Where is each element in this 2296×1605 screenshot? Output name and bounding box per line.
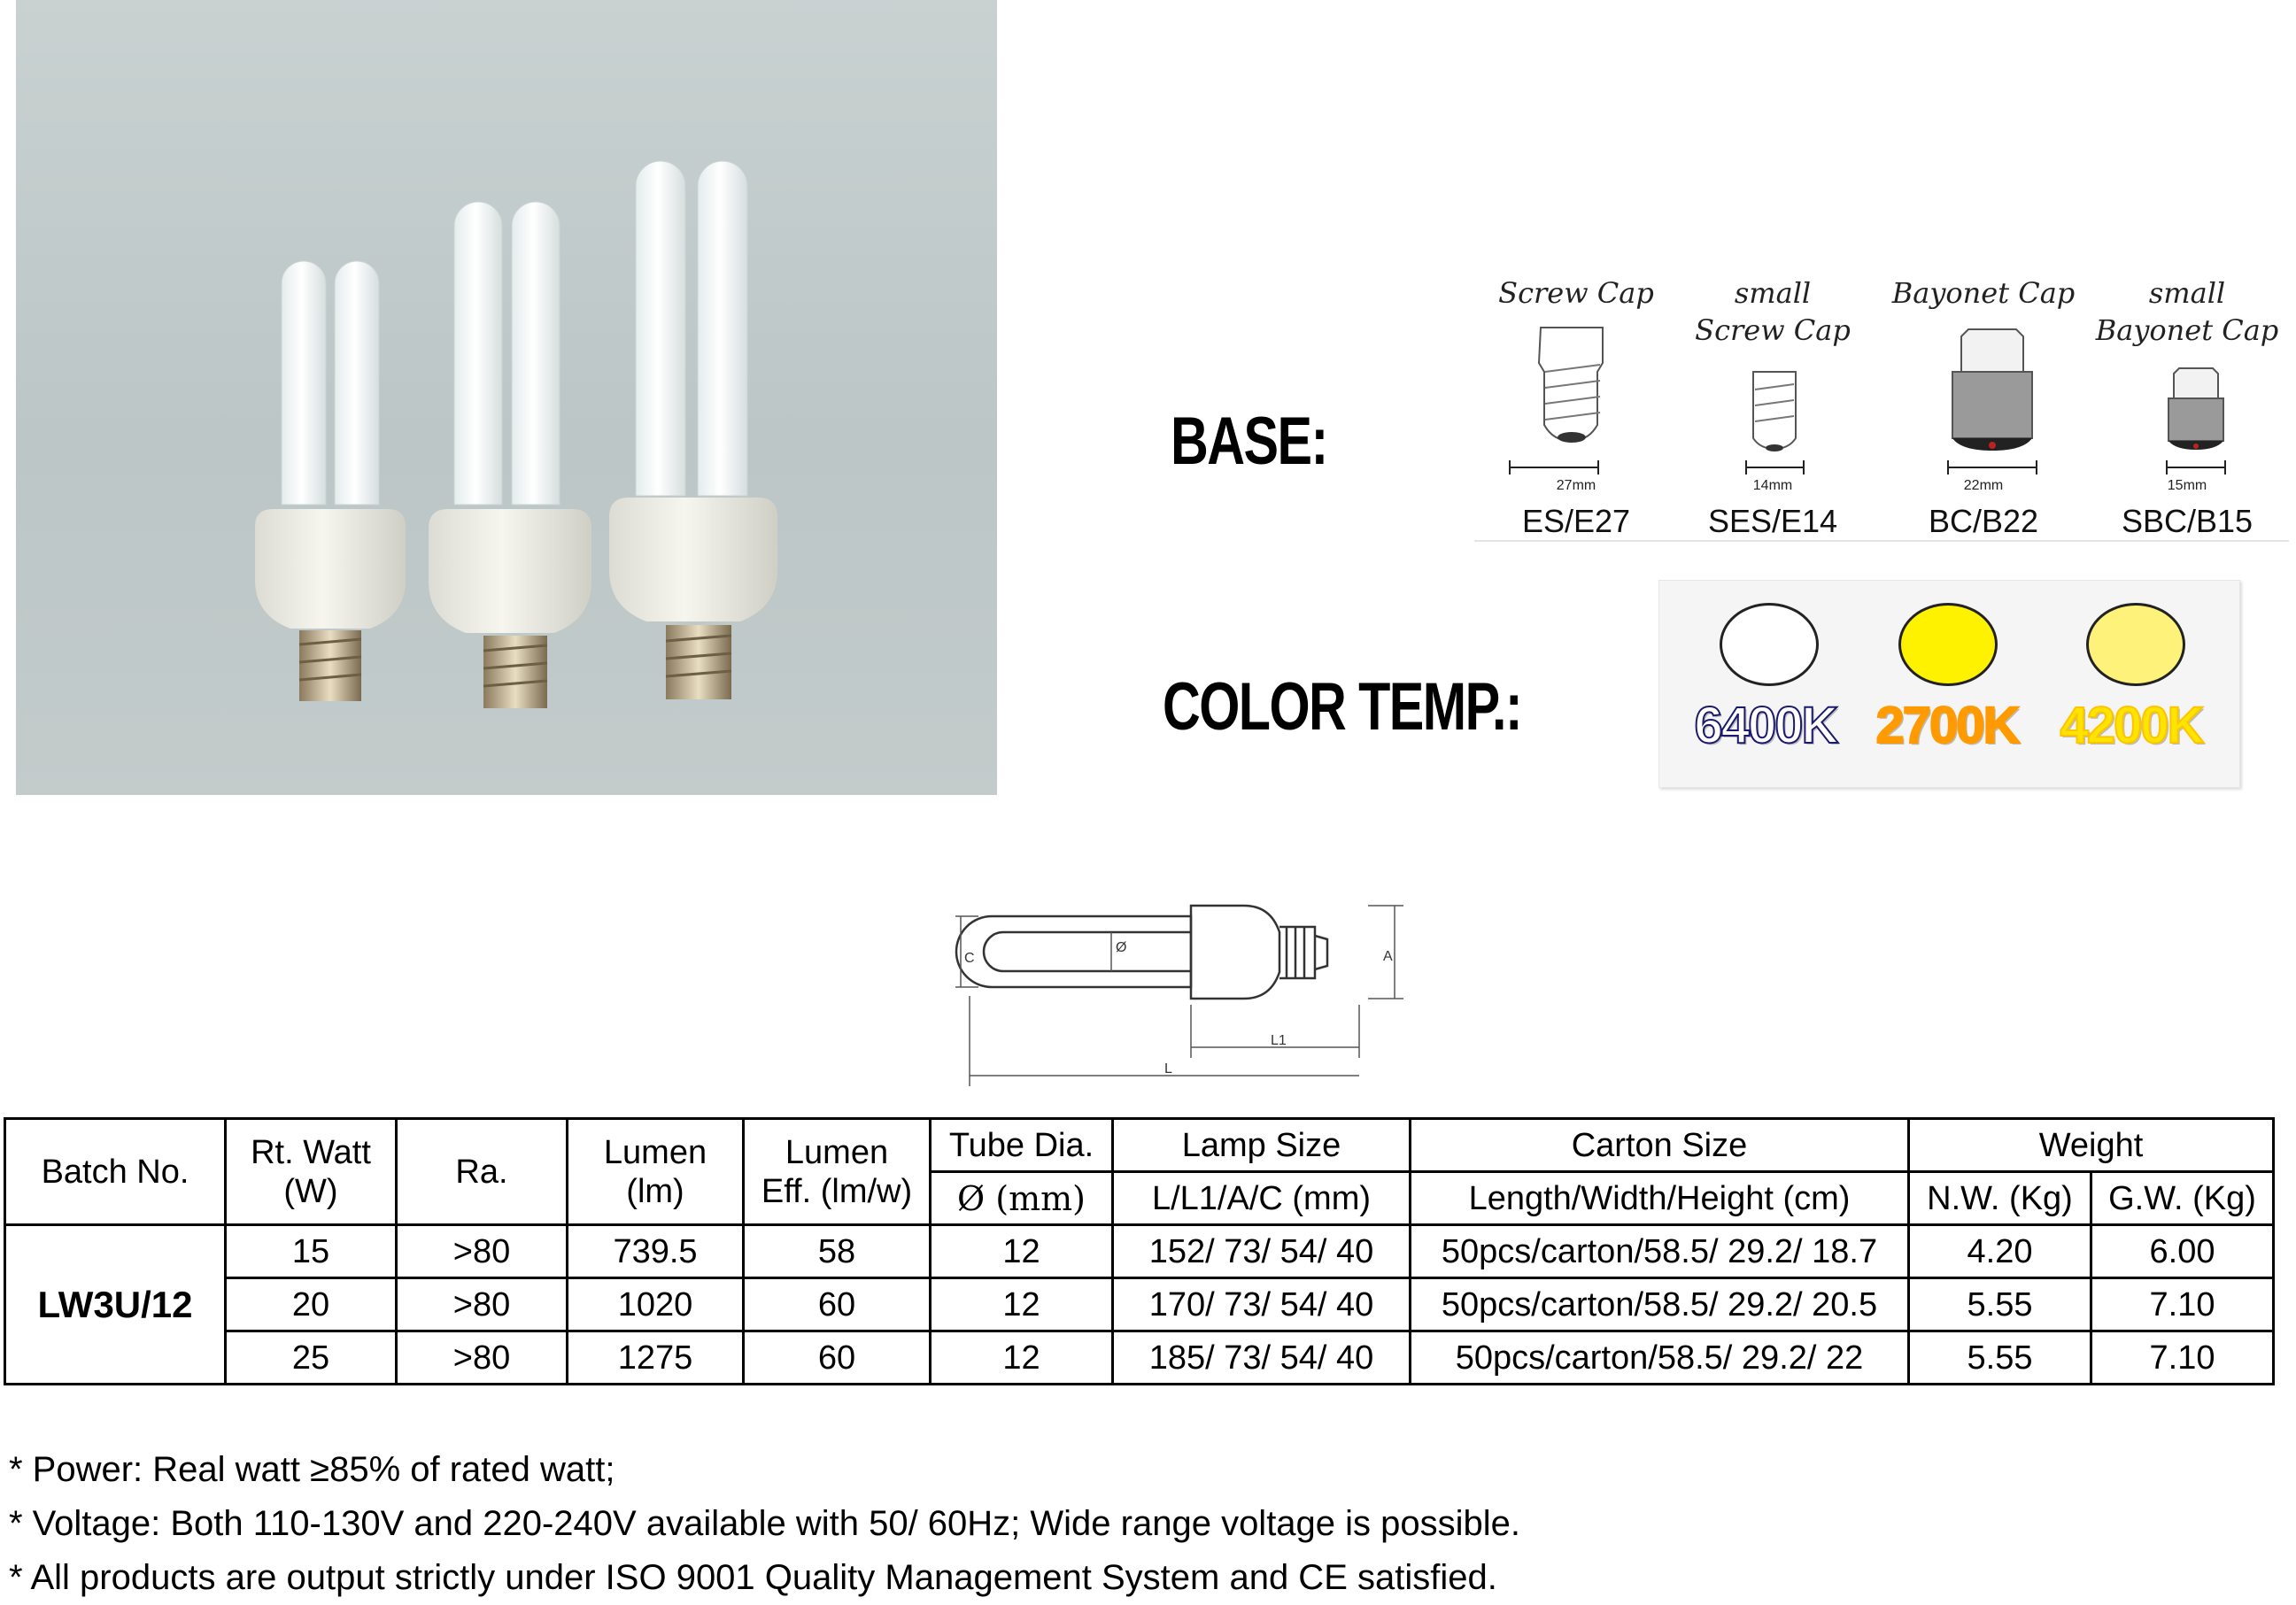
- header-carton-unit: Length/Width/Height (cm): [1411, 1172, 1909, 1225]
- cell-lamp-size: 170/ 73/ 54/ 40: [1113, 1278, 1411, 1331]
- lamp-20w: [429, 202, 591, 708]
- cap-code: SES/E14: [1707, 503, 1838, 539]
- header-carton-size: Carton Size: [1411, 1119, 1909, 1172]
- cap-title-line2: Bayonet Cap: [2095, 313, 2279, 347]
- cell-ra: >80: [397, 1278, 568, 1331]
- cell-lumen: 739.5: [568, 1225, 744, 1278]
- note-iso: * All products are output strictly under ISO 9001 Quality Management System and CE satisfied.: [9, 1558, 1497, 1597]
- base-es-e27: [1474, 274, 1678, 540]
- header-gw: G.W. (Kg): [2091, 1172, 2274, 1225]
- table-row: [5, 1225, 2274, 1278]
- cell-carton: 50pcs/carton/58.5/ 29.2/ 18.7: [1411, 1225, 1909, 1278]
- cap-code: BC/B22: [1928, 503, 2039, 539]
- cell-watt: 20: [226, 1278, 397, 1331]
- color-temp-panel: [1658, 580, 2240, 788]
- cell-ra: >80: [397, 1331, 568, 1385]
- header-weight: Weight: [1909, 1119, 2274, 1172]
- cell-nw: 5.55: [1909, 1331, 2091, 1385]
- cell-eff: 60: [744, 1331, 931, 1385]
- cell-tube: 12: [931, 1278, 1113, 1331]
- header-ra: Ra.: [397, 1119, 568, 1225]
- temp-label-4200k: 4200K: [2060, 697, 2203, 754]
- spec-table: [4, 1117, 2275, 1385]
- base-sbc-b15: [2085, 274, 2289, 540]
- cell-tube: 12: [931, 1225, 1113, 1278]
- diagram-label-l: L: [1164, 1061, 1172, 1076]
- cap-dimension: 15mm: [2167, 478, 2207, 493]
- header-lumen-eff: Lumen Eff. (lm/w): [744, 1119, 931, 1225]
- swatch-6400k: [1720, 603, 1819, 686]
- cell-lumen: 1275: [568, 1331, 744, 1385]
- cell-carton: 50pcs/carton/58.5/ 29.2/ 22: [1411, 1331, 1909, 1385]
- cell-watt: 15: [226, 1225, 397, 1278]
- cap-title: small: [1734, 276, 1812, 310]
- base-types-panel: [1474, 274, 2289, 542]
- diagram-label-c: C: [964, 951, 975, 966]
- cell-gw: 7.10: [2091, 1331, 2274, 1385]
- table-header-row: [5, 1119, 2274, 1172]
- small-screw-cap-icon: [1671, 274, 1875, 540]
- cap-code: ES/E27: [1521, 503, 1631, 539]
- lamp-25w: [609, 161, 777, 699]
- cap-dimension: 27mm: [1556, 478, 1596, 493]
- header-batch: Batch No.: [5, 1119, 226, 1225]
- product-photo: [16, 0, 997, 795]
- cell-nw: 4.20: [1909, 1225, 2091, 1278]
- base-heading: BASE:: [1171, 404, 1327, 479]
- cap-title: Bayonet Cap: [1891, 276, 2076, 310]
- cell-eff: 60: [744, 1278, 931, 1331]
- table-row: [5, 1331, 2274, 1385]
- cap-dimension: 22mm: [1963, 478, 2004, 493]
- header-nw: N.W. (Kg): [1909, 1172, 2091, 1225]
- header-rt-watt: Rt. Watt (W): [226, 1119, 397, 1225]
- table-row: [5, 1278, 2274, 1331]
- small-bayonet-cap-icon: [2085, 274, 2289, 540]
- color-temp-heading: COLOR TEMP.:: [1163, 669, 1522, 745]
- cap-code: SBC/B15: [2121, 503, 2253, 539]
- diagram-label-dia: Ø: [1116, 940, 1127, 955]
- cell-tube: 12: [931, 1331, 1113, 1385]
- temp-label-6400k: 6400K: [1694, 697, 1837, 754]
- swatch-2700k: [1898, 603, 1998, 686]
- cap-title-line2: Screw Cap: [1695, 313, 1851, 347]
- cfl-lamps-image: [16, 0, 997, 795]
- cell-lamp-size: 152/ 73/ 54/ 40: [1113, 1225, 1411, 1278]
- header-tube-dia: Tube Dia.: [931, 1119, 1113, 1172]
- cap-title: Screw Cap: [1498, 276, 1654, 310]
- header-tube-unit: Ø (mm): [931, 1172, 1113, 1225]
- header-lamp-unit: L/L1/A/C (mm): [1113, 1172, 1411, 1225]
- cap-dimension: 14mm: [1752, 478, 1793, 493]
- base-ses-e14: [1671, 274, 1875, 540]
- screw-cap-icon: [1474, 274, 1678, 540]
- swatch-4200k: [2086, 603, 2185, 686]
- header-lumen: Lumen (lm): [568, 1119, 744, 1225]
- bayonet-cap-icon: [1882, 274, 2085, 540]
- note-power: * Power: Real watt ≥85% of rated watt;: [9, 1450, 615, 1489]
- cell-eff: 58: [744, 1225, 931, 1278]
- cell-nw: 5.55: [1909, 1278, 2091, 1331]
- diagram-label-l1: L1: [1271, 1033, 1287, 1048]
- notes: [9, 1443, 1520, 1605]
- cell-lumen: 1020: [568, 1278, 744, 1331]
- cell-gw: 7.10: [2091, 1278, 2274, 1331]
- cell-lamp-size: 185/ 73/ 54/ 40: [1113, 1331, 1411, 1385]
- temp-label-2700k: 2700K: [1875, 697, 2019, 754]
- lamp-15w: [255, 261, 406, 701]
- cell-watt: 25: [226, 1331, 397, 1385]
- cell-gw: 6.00: [2091, 1225, 2274, 1278]
- cap-title: small: [2148, 276, 2226, 310]
- cell-ra: >80: [397, 1225, 568, 1278]
- note-voltage: * Voltage: Both 110-130V and 220-240V available with 50/ 60Hz; Wide range voltage is possible.: [9, 1504, 1521, 1543]
- cell-carton: 50pcs/carton/58.5/ 29.2/ 20.5: [1411, 1278, 1909, 1331]
- batch-number: LW3U/12: [5, 1225, 226, 1385]
- base-bc-b22: [1882, 274, 2085, 540]
- lamp-dimension-diagram: [952, 890, 1421, 1089]
- diagram-label-a: A: [1383, 949, 1393, 964]
- header-lamp-size: Lamp Size: [1113, 1119, 1411, 1172]
